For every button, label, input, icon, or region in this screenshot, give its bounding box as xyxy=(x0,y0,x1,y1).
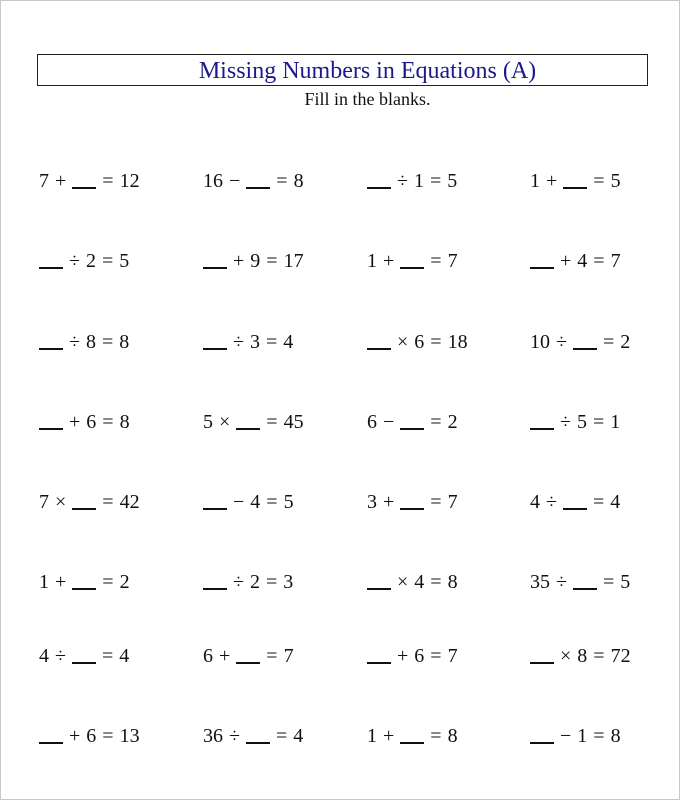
number: 72 xyxy=(610,645,631,667)
equation-r2-c3 xyxy=(367,249,458,273)
answer-blank[interactable] xyxy=(563,508,587,510)
operator: = xyxy=(592,491,605,513)
equation-r6-c4 xyxy=(530,570,630,594)
number: 45 xyxy=(283,411,304,433)
answer-blank[interactable] xyxy=(573,588,597,590)
answer-blank[interactable] xyxy=(39,348,63,350)
operator: = xyxy=(430,411,442,433)
number: 9 xyxy=(250,250,261,272)
equation-r8-c1 xyxy=(39,724,140,748)
equation-r5-c2 xyxy=(203,490,294,514)
number: 1 xyxy=(413,170,424,192)
equation-r3-c4 xyxy=(530,330,630,354)
equation-r1-c1 xyxy=(39,169,140,193)
operator: = xyxy=(593,725,605,747)
equation-r5-c3 xyxy=(367,490,458,514)
answer-blank[interactable] xyxy=(39,267,63,269)
equation-r8-c3 xyxy=(367,724,458,748)
operator: + xyxy=(546,170,558,192)
operator: = xyxy=(266,645,278,667)
operator: = xyxy=(602,571,615,593)
number: 8 xyxy=(447,725,458,747)
number: 8 xyxy=(119,331,130,353)
operator: = xyxy=(266,491,278,513)
operator: + xyxy=(383,250,395,272)
number: 1 xyxy=(610,411,621,433)
operator: = xyxy=(101,645,114,667)
equation-r5-c1 xyxy=(39,490,140,514)
number: 5 xyxy=(610,170,621,192)
number: 4 xyxy=(250,491,261,513)
number: 1 xyxy=(367,725,377,747)
answer-blank[interactable] xyxy=(400,267,424,269)
operator: = xyxy=(430,331,442,353)
operator: + xyxy=(560,250,572,272)
answer-blank[interactable] xyxy=(563,187,587,189)
answer-blank[interactable] xyxy=(530,742,554,744)
number: 1 xyxy=(530,170,540,192)
operator: = xyxy=(592,411,605,433)
operator: + xyxy=(55,170,67,192)
number: 4 xyxy=(577,250,588,272)
operator: + xyxy=(397,645,409,667)
number: 16 xyxy=(203,170,223,192)
operator: = xyxy=(275,725,288,747)
number: 17 xyxy=(283,250,304,272)
answer-blank[interactable] xyxy=(203,267,227,269)
number: 7 xyxy=(39,170,49,192)
equation-r2-c2 xyxy=(203,249,304,273)
equation-r3-c2 xyxy=(203,330,293,354)
worksheet-instructions: Fill in the blanks. xyxy=(304,89,431,109)
operator: × xyxy=(55,491,67,513)
answer-blank[interactable] xyxy=(530,662,554,664)
equation-r6-c1 xyxy=(39,570,130,594)
answer-blank[interactable] xyxy=(39,742,63,744)
operator: + xyxy=(383,725,395,747)
equation-r3-c3 xyxy=(367,330,468,354)
operator: + xyxy=(383,491,395,513)
number: 1 xyxy=(367,250,377,272)
operator: ÷ xyxy=(55,645,66,667)
number: 8 xyxy=(447,571,458,593)
equation-r2-c1 xyxy=(39,249,129,273)
equation-r7-c3 xyxy=(367,644,458,668)
operator: + xyxy=(69,411,81,433)
operator: ÷ xyxy=(556,571,567,593)
number: 4 xyxy=(39,645,49,667)
number: 8 xyxy=(119,411,130,433)
operator: = xyxy=(266,250,278,272)
number: 4 xyxy=(293,725,304,747)
equation-r7-c1 xyxy=(39,644,129,668)
operator: = xyxy=(265,571,278,593)
equation-r4-c4 xyxy=(530,410,620,434)
operator: × xyxy=(397,571,409,593)
number: 2 xyxy=(85,250,96,272)
equation-r6-c2 xyxy=(203,570,293,594)
answer-blank[interactable] xyxy=(39,428,63,430)
operator: + xyxy=(219,645,231,667)
number: 2 xyxy=(119,571,130,593)
answer-blank[interactable] xyxy=(400,742,424,744)
answer-blank[interactable] xyxy=(367,348,391,350)
answer-blank[interactable] xyxy=(246,742,270,744)
operator: = xyxy=(101,331,114,353)
answer-blank[interactable] xyxy=(72,508,96,510)
number: 4 xyxy=(119,645,130,667)
answer-blank[interactable] xyxy=(203,508,227,510)
equation-r5-c4 xyxy=(530,490,620,514)
answer-blank[interactable] xyxy=(530,267,554,269)
operator: = xyxy=(102,170,114,192)
operator: = xyxy=(102,491,114,513)
operator: × xyxy=(219,411,231,433)
answer-blank[interactable] xyxy=(203,588,227,590)
number: 13 xyxy=(119,725,140,747)
answer-blank[interactable] xyxy=(400,508,424,510)
equation-r4-c3 xyxy=(367,410,458,434)
operator: = xyxy=(593,170,605,192)
operator: = xyxy=(602,331,615,353)
number: 7 xyxy=(283,645,294,667)
number: 6 xyxy=(414,331,425,353)
number: 7 xyxy=(447,645,458,667)
number: 3 xyxy=(249,331,260,353)
number: 5 xyxy=(620,571,631,593)
answer-blank[interactable] xyxy=(367,662,391,664)
equation-r1-c3 xyxy=(367,169,457,193)
number: 2 xyxy=(249,571,260,593)
number: 6 xyxy=(86,411,97,433)
number: 4 xyxy=(283,331,294,353)
number: 6 xyxy=(414,645,425,667)
number: 36 xyxy=(203,725,223,747)
number: 6 xyxy=(203,645,213,667)
operator: = xyxy=(102,571,114,593)
operator: − xyxy=(560,725,572,747)
number: 1 xyxy=(577,725,588,747)
number: 2 xyxy=(447,411,458,433)
operator: = xyxy=(430,725,442,747)
operator: = xyxy=(430,645,442,667)
equation-r8-c2 xyxy=(203,724,303,748)
equation-r7-c2 xyxy=(203,644,294,668)
number: 8 xyxy=(293,170,304,192)
number: 5 xyxy=(447,170,458,192)
operator: ÷ xyxy=(397,170,408,192)
operator: + xyxy=(55,571,67,593)
operator: ÷ xyxy=(546,491,557,513)
answer-blank[interactable] xyxy=(236,428,260,430)
operator: = xyxy=(265,331,278,353)
number: 4 xyxy=(610,491,621,513)
operator: = xyxy=(593,250,605,272)
answer-blank[interactable] xyxy=(530,428,554,430)
answer-blank[interactable] xyxy=(72,662,96,664)
answer-blank[interactable] xyxy=(203,348,227,350)
operator: = xyxy=(429,170,442,192)
number: 5 xyxy=(203,411,213,433)
operator: = xyxy=(266,411,278,433)
equation-r2-c4 xyxy=(530,249,621,273)
number: 8 xyxy=(85,331,96,353)
number: 35 xyxy=(530,571,550,593)
operator: − xyxy=(229,170,241,192)
answer-blank[interactable] xyxy=(236,662,260,664)
number: 42 xyxy=(119,491,140,513)
equation-r4-c2 xyxy=(203,410,304,434)
answer-blank[interactable] xyxy=(367,187,391,189)
number: 3 xyxy=(283,571,294,593)
answer-blank[interactable] xyxy=(246,187,270,189)
operator: × xyxy=(560,645,572,667)
answer-blank[interactable] xyxy=(367,588,391,590)
number: 8 xyxy=(610,725,621,747)
number: 5 xyxy=(119,250,130,272)
operator: + xyxy=(233,250,245,272)
operator: = xyxy=(102,725,114,747)
equation-r3-c1 xyxy=(39,330,129,354)
number: 7 xyxy=(447,491,458,513)
operator: − xyxy=(383,411,395,433)
number: 4 xyxy=(414,571,425,593)
number: 6 xyxy=(367,411,377,433)
operator: ÷ xyxy=(560,411,571,433)
operator: = xyxy=(430,571,442,593)
number: 8 xyxy=(577,645,588,667)
operator: + xyxy=(69,725,81,747)
number: 6 xyxy=(86,725,97,747)
answer-blank[interactable] xyxy=(72,588,96,590)
number: 18 xyxy=(447,331,468,353)
answer-blank[interactable] xyxy=(573,348,597,350)
equation-r8-c4 xyxy=(530,724,621,748)
answer-blank[interactable] xyxy=(72,187,96,189)
operator: ÷ xyxy=(233,571,244,593)
operator: − xyxy=(233,491,245,513)
equation-r1-c4 xyxy=(530,169,621,193)
number: 12 xyxy=(119,170,140,192)
operator: = xyxy=(593,645,605,667)
number: 2 xyxy=(620,331,631,353)
operator: × xyxy=(397,331,409,353)
equation-r6-c3 xyxy=(367,570,458,594)
operator: ÷ xyxy=(556,331,567,353)
operator: = xyxy=(430,491,442,513)
operator: ÷ xyxy=(69,331,80,353)
operator: = xyxy=(276,170,288,192)
equation-r7-c4 xyxy=(530,644,631,668)
answer-blank[interactable] xyxy=(400,428,424,430)
number: 7 xyxy=(610,250,621,272)
number: 4 xyxy=(530,491,540,513)
operator: = xyxy=(430,250,442,272)
equation-r1-c2 xyxy=(203,169,304,193)
number: 10 xyxy=(530,331,550,353)
operator: = xyxy=(101,250,114,272)
operator: ÷ xyxy=(69,250,80,272)
operator: ÷ xyxy=(229,725,240,747)
number: 5 xyxy=(576,411,587,433)
equation-r4-c1 xyxy=(39,410,130,434)
operator: = xyxy=(102,411,114,433)
worksheet-title: Missing Numbers in Equations (A) xyxy=(198,58,537,84)
number: 1 xyxy=(39,571,49,593)
number: 3 xyxy=(367,491,377,513)
operator: ÷ xyxy=(233,331,244,353)
number: 7 xyxy=(39,491,49,513)
number: 7 xyxy=(447,250,458,272)
number: 5 xyxy=(283,491,294,513)
